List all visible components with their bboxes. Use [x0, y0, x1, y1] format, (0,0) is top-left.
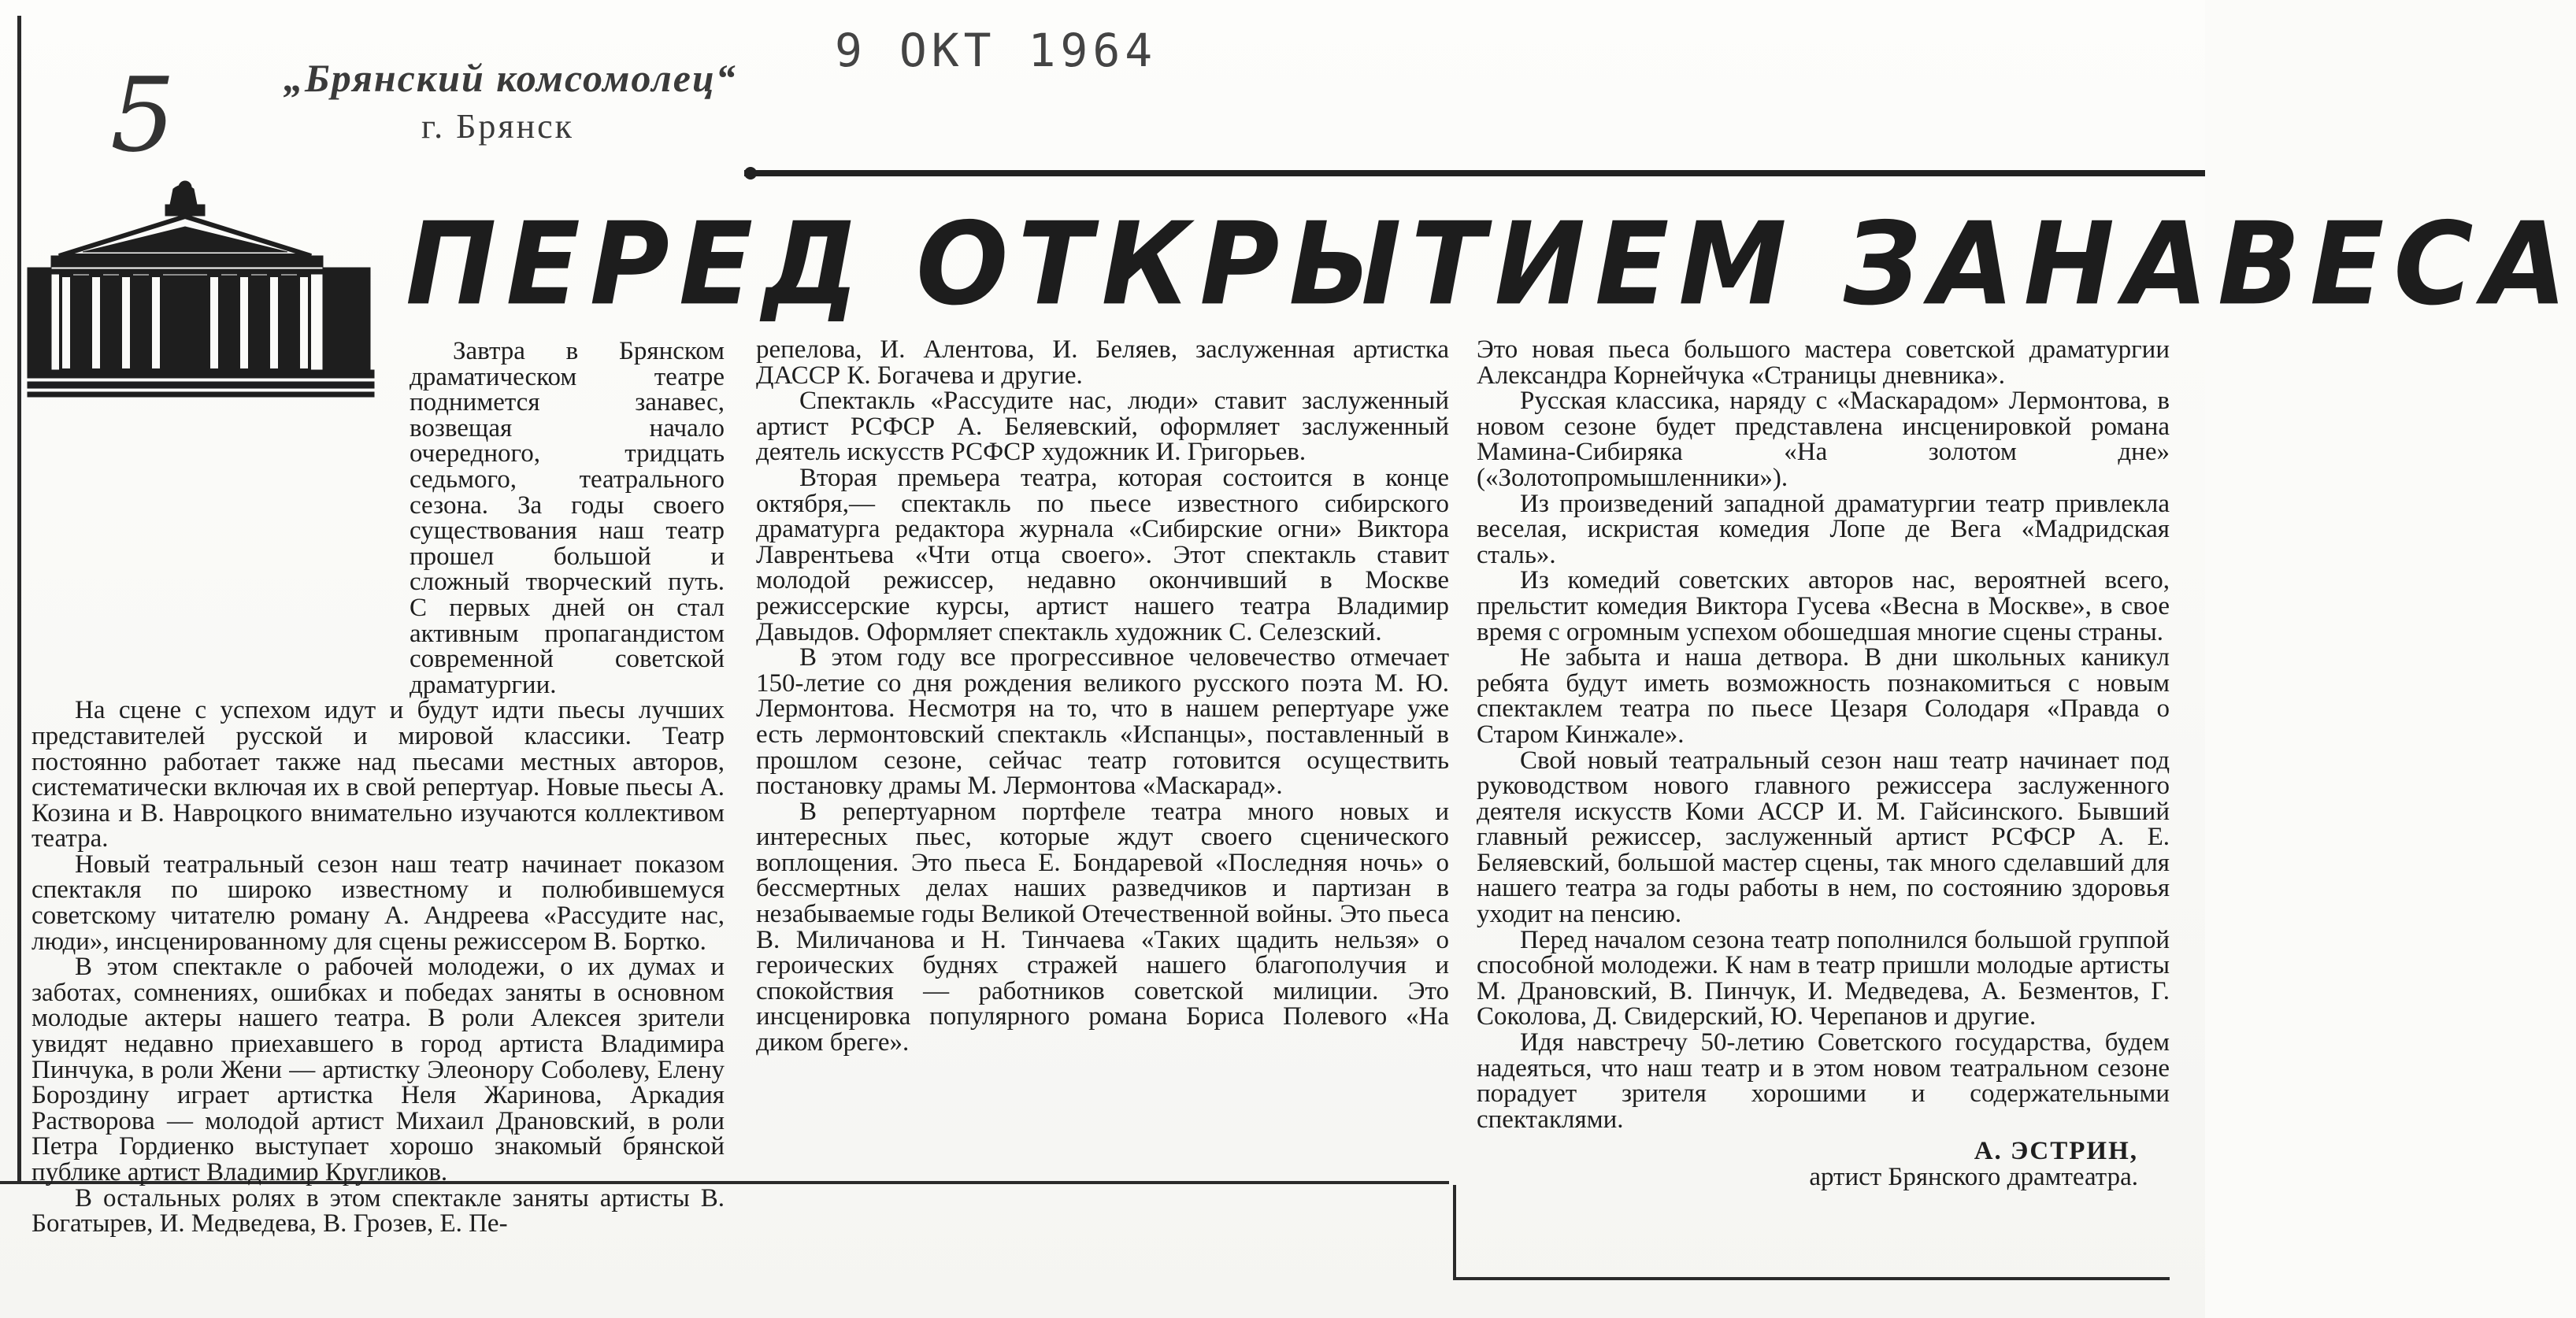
newspaper-name-stamp: „Брянский комсомолец“: [284, 56, 737, 100]
paragraph: На сцене с успехом идут и будут идти пьесы лучших представителей русской и мировой классики. Театр постоянно работает также над пьесами местных авторов, систематически включая их в свой репертуар. Новые пьесы А. Козина и В. Навроцкого внимательно изучаются коллективом театра.: [32, 696, 725, 853]
paragraph: Новый театральный сезон наш театр начинает показом спектакля по широко известному и полюбившемуся советскому читателю роману А. Андреева «Рассудите нас, люди», инсценированному для сцены режиссером В. Бортко.: [32, 850, 725, 956]
article-column-2: [756, 337, 1449, 1056]
author-role: артист Брянского драмтеатра.: [1809, 1163, 2138, 1191]
headline-rule: [744, 170, 2205, 176]
article-headline: ПЕРЕД ОТКРЫТИЕМ ЗАНАВЕСА: [406, 197, 2576, 331]
paragraph: Перед началом сезона театр пополнился большой группой способной молодежи. К нам в театр пришли молодые артисты М. Драновский, В. Пинчук, И. Медведева, А. Безментов, Г. Соколова, Д. Свидерский, Ю. Черепанов и другие.: [1477, 925, 2170, 1031]
paragraph: В остальных ролях в этом спектакле заняты артисты В. Богатырев, И. Медведева, В. Грозев, Е. Пе-: [32, 1183, 725, 1238]
paragraph: репелова, И. Алентова, И. Беляев, заслуженная артистка ДАССР К. Богачева и другие.: [756, 335, 1449, 390]
paragraph: Завтра в Брянском драматическом театре поднимется занавес, возвещая начало очередного, тридцать седьмого, театрального сезона. За годы своего существования наш театр прошел большой и сложный творческий путь. С первых дней он стал активным пропагандистом современной советской драматургии.: [410, 337, 725, 699]
paragraph: Вторая премьера театра, которая состоится в конце октября,— спектакль по пьесе известного сибирского драматурга редактора журнала «Сибирские огни» Виктора Лаврентьева «Чти отца своего». Этот спектакль ставит молодой режиссер, недавно окончивший в Москве режиссерские курсы, артист нашего театра Владимир Давыдов. Оформляет спектакль художник С. Селезский.: [756, 463, 1449, 646]
paragraph: Спектакль «Рассудите нас, люди» ставит заслуженный артист РСФСР А. Беляевский, оформляет заслуженный деятель искусств РСФСР художник И. Григорьев.: [756, 387, 1449, 467]
left-border-line: [17, 16, 21, 1181]
paragraph: В этом спектакле о рабочей молодежи, о их думах и заботах, сомнениях, ошибках и победах заняты в основном молодые актеры нашего театра. В роли Алексея зрители увидят недавно приехавшего в город артиста Владимира Пинчука, в роли Жени — артистку Элеонору Соболеву, Елену Бороздину играет артистка Неля Жаринова, Аркадия Растворова — молодой артист Михаил Драновский, в роли Петра Гордиенко выступает хорошо знакомый брянской публике артист Владимир Кругликов.: [32, 953, 725, 1187]
paragraph: Русская классика, наряду с «Маскарадом» Лермонтова, в новом сезоне будет представлена инсценировкой романа Мамина-Сибиряка «На золотом дне» («Золотопромышленники»).: [1477, 387, 2170, 492]
paragraph: Из комедий советских авторов нас, вероятней всего, прельстит комедия Виктора Гусева «Весна в Москве», в свое время с огромным успехом обошедшая многие сцены страны.: [1477, 566, 2170, 646]
author-name: А. ЭСТРИН,: [1974, 1137, 2138, 1166]
paragraph: Идя навстречу 50-летию Советского государства, будем надеяться, что наш театр и в этом новом театральном сезоне порадует зрителя хорошими и содержательными спектаклями.: [1477, 1028, 2170, 1134]
article-column-3: [1477, 337, 2170, 1190]
paragraph: Свой новый театральный сезон наш театр начинает под руководством нового главного режиссера заслуженного деятеля искусств Коми АССР И. М. Гайсинского. Бывший главный режиссер, заслуженный артист РСФСР А. Е. Беляевский, большой мастер сцены, так много сделавший для нашего театра за годы работы в нем, по состоянию здоровья уходит на пенсию.: [1477, 746, 2170, 929]
city-stamp: г. Брянск: [421, 107, 575, 146]
signature-bracket-left: [1453, 1185, 1456, 1279]
article-column-1: [32, 339, 725, 1237]
paragraph: Это новая пьеса большого мастера советской драматургии Александра Корнейчука «Страницы дневника».: [1477, 335, 2170, 390]
paragraph: В репертуарном портфеле театра много новых и интересных пьес, которые ждут своего сценического воплощения. Это пьеса Е. Бондаревой «Последняя ночь» о бессмертных делах наших разведчиков и партизан в незабываемые годы Великой Отечественной войны. Это пьеса В. Миличанова и Н. Тинчаева «Таких щадить нельзя» о героических буднях стражей нашего благополучия и спокойствия — работников советской милиции. Это инсценировка популярного романа Бориса Полевого «На диком бреге».: [756, 797, 1449, 1057]
paragraph: Не забыта и наша детвора. В дни школьных каникул ребята будут иметь возможность познакомиться с новым спектаклем театра по пьесе Цезаря Солодаря «Правда о Старом Кинжале».: [1477, 643, 2170, 749]
handwritten-number: 5: [110, 55, 176, 175]
signature-bracket-bottom: [1453, 1277, 2170, 1280]
paragraph: Из произведений западной драматургии театр привлекла веселая, искристая комедия Лопе де Вега «Мадридская сталь».: [1477, 489, 2170, 569]
paragraph: В этом году все прогрессивное человечество отмечает 150-летие со дня рождения великого русского поэта М. Ю. Лермонтова. Несмотря на то, что в нашем репертуаре уже есть лермонтовский спектакль «Испанцы», поставленный в прошлом сезоне, сейчас театр готовится осуществить постановку драмы М. Лермонтова «Маскарад».: [756, 643, 1449, 801]
date-stamp: 9 ОКТ 1964: [835, 24, 1158, 77]
